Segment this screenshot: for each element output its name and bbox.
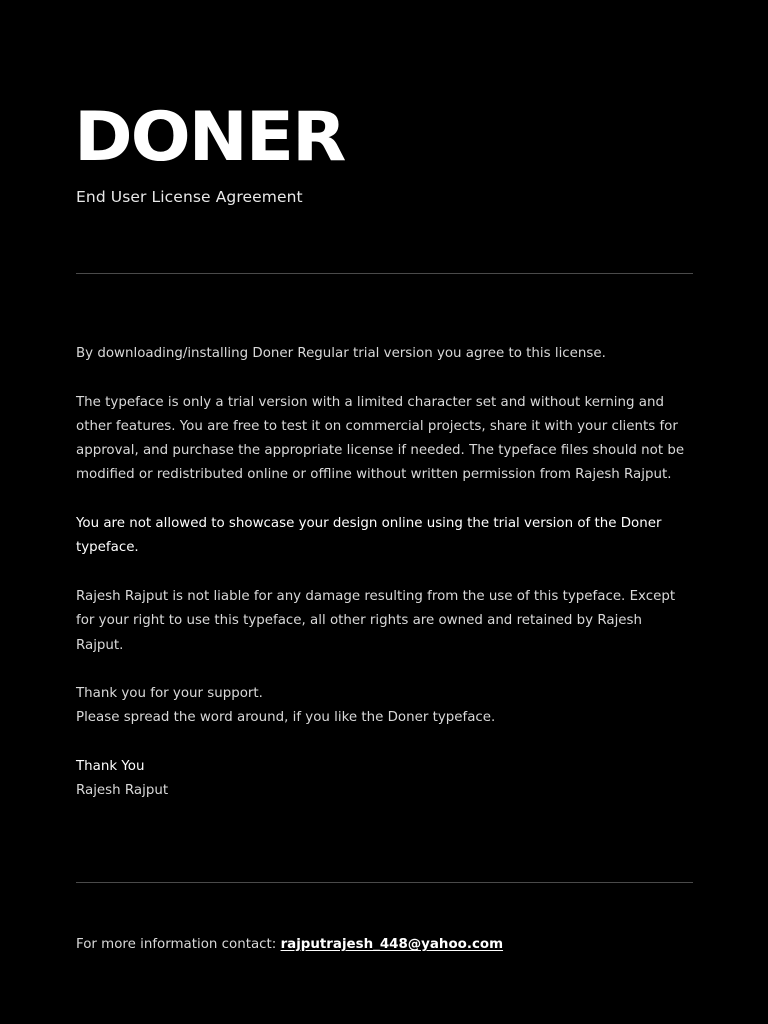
bottom-divider [76,882,693,883]
signoff-author: Rajesh Rajput [76,783,169,799]
spread-word-line: Please spread the word around, if you like the Doner typeface. [76,710,496,726]
doner-logo: DONER [74,98,345,177]
thanks-paragraph [76,682,693,731]
contact-footer [76,937,503,952]
trial-terms-paragraph: The typeface is only a trial version with a limited character set and without kerning and other features. You are free to test it on commercial projects, share it with your clients for approval, and purchase the appropriate license if needed. The typeface files should not be modified or redistributed online or offline without written permission from Rajesh Rajput. [76,394,685,483]
contact-email-link[interactable]: rajputrajesh_448@yahoo.com [280,937,504,952]
signoff-thank-you: Thank You [76,759,145,775]
license-body [76,342,693,828]
license-document [76,0,693,1024]
thanks-line: Thank you for your support. [76,686,263,702]
showcase-restriction-paragraph: You are not allowed to showcase your design online using the trial version of the Doner typeface. [76,516,662,556]
top-divider [76,273,693,274]
contact-label: For more information contact: [76,937,277,952]
liability-paragraph: Rajesh Rajput is not liable for any damage resulting from the use of this typeface. Except for your right to use this typeface, all other rights are owned and retained by Rajesh Rajput. [76,588,676,653]
signoff [76,755,693,804]
document-subtitle: End User License Agreement [76,188,303,206]
agreement-paragraph: By downloading/installing Doner Regular trial version you agree to this license. [76,346,606,361]
